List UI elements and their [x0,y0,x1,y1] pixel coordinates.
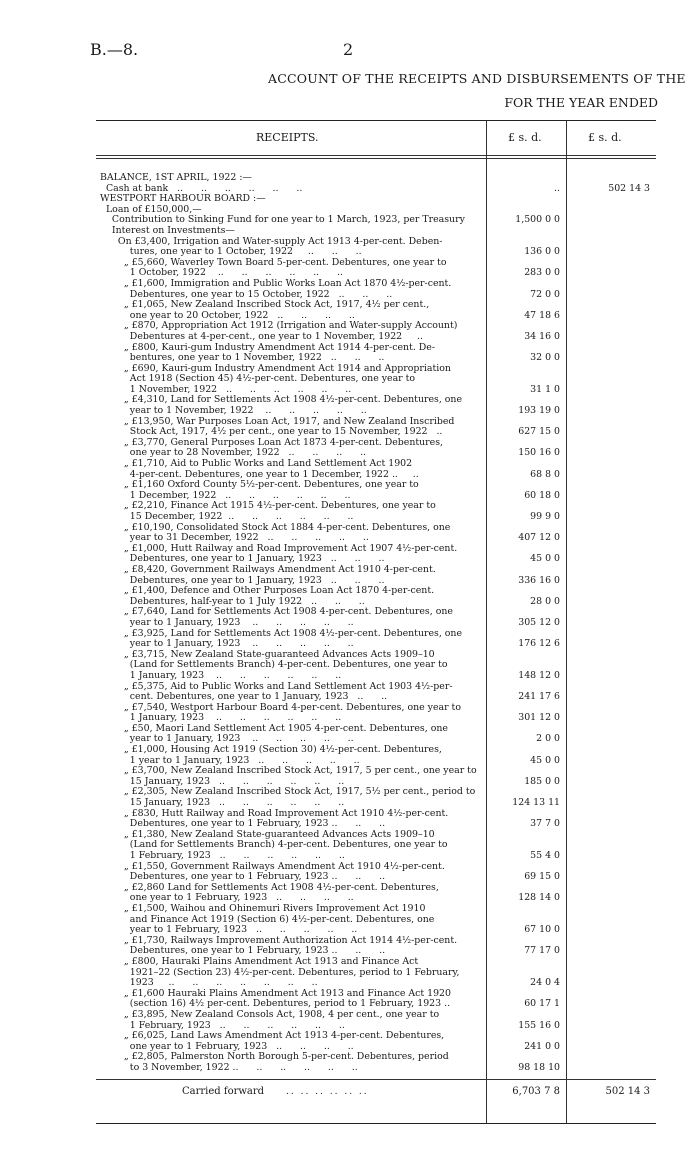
row-amount-1: 124 13 11 [512,797,560,809]
row-amount-2: 502 14 3 [608,182,650,194]
row-description: year to 1 January, 1923 .. .. .. .. .. [100,733,354,745]
row-amount-1: 45 0 0 [530,754,560,766]
table-row [96,512,656,523]
row-description: „ £1,000, Housing Act 1919 (Section 30) 4½-per-cent. Debentures, [100,744,442,756]
row-description: „ £800, Kauri-gum Industry Amendment Act 1914 4-per-cent. De- [100,341,436,353]
row-amount-1: 150 16 0 [518,447,560,459]
row-description: Act 1918 (Section 45) 4½-per-cent. Debentures, one year to [100,373,416,385]
table-row [96,1010,656,1021]
row-description: 1 February, 1923 .. .. .. .. .. .. [100,850,345,861]
row-description: „ £6,025, Land Laws Amendment Act 1913 4-per-cent. Debentures, [100,1030,445,1042]
row-amount-1: 60 17 1 [524,998,560,1010]
carried-forward-amount-2: 502 14 3 [605,1086,650,1097]
row-description: „ £1,730, Railways Improvement Authorization Act 1914 4½-per-cent. [100,934,458,946]
row-description: year to 1 January, 1923 .. .. .. .. .. [100,616,354,628]
row-amount-1: 155 16 0 [518,1019,560,1031]
row-description: „ £1,550, Government Railways Amendment Act 1910 4½-per-cent. [100,860,445,872]
row-description: „ £1,600 Hauraki Plains Amendment Act 1913 and Finance Act 1920 [100,987,451,999]
row-description: „ £870, Appropriation Act 1912 (Irrigation and Water-supply Account) [100,320,458,332]
carried-forward-label: Carried forward [182,1086,265,1097]
row-description: 15 January, 1923 .. .. .. .. .. .. [100,775,345,787]
row-description: (Land for Settlements Branch) 4-per-cent. Debentures, one year to [100,839,448,851]
row-description: „ £1,400, Defence and Other Purposes Loan Act 1870 4-per-cent. [100,585,435,597]
row-amount-1: 301 12 0 [518,712,560,724]
row-amount-1: 407 12 0 [518,532,560,544]
row-description: „ £2,305, New Zealand Inscribed Stock Act, 1917, 5½ per cent., period to [100,786,476,798]
row-amount-1: 98 18 10 [518,1061,560,1073]
row-description: 1923 .. .. .. .. .. .. .. [100,977,318,989]
row-amount-1: 2 0 0 [536,733,560,745]
row-description: „ £4,310, Land for Settlements Act 1908 4½-per-cent. Debentures, one [100,394,463,406]
row-amount-1: 193 19 0 [518,405,560,417]
table-row [96,279,656,290]
row-description: year to 1 November, 1922 .. .. .. .. .. [100,405,367,417]
amount-header-2: £ s. d. [588,131,622,144]
row-amount-1: 55 4 0 [530,850,560,861]
row-amount-1: 128 14 0 [518,892,560,904]
row-amount-1: 176 12 6 [518,638,560,650]
row-description: tures, one year to 1 October, 1922 .. .. .. [100,246,362,258]
row-description: „ £690, Kauri-gum Industry Amendment Act 1914 and Appropriation [100,362,451,374]
row-description: Interest on Investments— [100,224,235,236]
row-description: cent. Debentures, one year to 1 January, 1923 .. .. [100,691,388,703]
row-description: Debentures, half-year to 1 July 1922 .. .. .. [100,595,365,607]
row-amount-1: 241 17 6 [518,691,560,703]
row-description: one year to 28 November, 1922 .. .. .. .. [100,447,367,459]
carried-forward-dots: .. .. .. .. .. .. [286,1087,369,1097]
row-description: Debentures, one year to 15 October, 1922 .. .. .. [100,288,393,300]
row-description: „ £3,925, Land for Settlements Act 1908 4½-per-cent. Debentures, one [100,627,463,639]
row-amount-1: 136 0 0 [524,246,560,258]
row-description: 1 January, 1923 .. .. .. .. .. .. [100,669,342,681]
row-description: „ £50, Maori Land Settlement Act 1905 4-per-cent. Debentures, one [100,722,448,734]
row-description: year to 1 February, 1923 .. .. .. .. .. [100,924,358,936]
row-amount-1: 34 16 0 [524,330,560,342]
page-ref: B.—8. [90,40,139,59]
row-amount-1: 31 1 0 [530,383,560,395]
row-description: „ £1,380, New Zealand State-guaranteed Advances Acts 1909–10 [100,828,435,840]
table-row [96,618,656,629]
table-row [96,957,656,968]
row-description: „ £1,000, Hutt Railway and Road Improvement Act 1907 4½-per-cent. [100,542,458,554]
row-description: year to 1 January, 1923 .. .. .. .. .. [100,638,354,650]
header-rule-double [96,158,656,159]
row-description: (section 16) 4½ per-cent. Debentures, period to 1 February, 1923 .. [100,998,451,1010]
row-description: 15 January, 1923 .. .. .. .. .. .. [100,797,345,809]
row-amount-1: 148 12 0 [518,669,560,681]
table-row [96,332,656,343]
row-description: „ £7,640, Land for Settlements Act 1908 4-per-cent. Debentures, one [100,606,453,618]
row-description: „ £1,065, New Zealand Inscribed Stock Act, 1917, 4½ per cent., [100,299,430,311]
row-description: „ £3,715, New Zealand State-guaranteed Advances Acts 1909–10 [100,648,435,660]
table-row [96,851,656,862]
row-amount-1: 283 0 0 [524,267,560,279]
row-description: „ £2,210, Finance Act 1915 4½-per-cent. Debentures, one year to [100,500,436,512]
table-row [96,173,656,184]
row-description: 1 February, 1923 .. .. .. .. .. .. [100,1019,345,1031]
row-description: „ £5,660, Waverley Town Board 5-per-cent. Debentures, one year to [100,256,447,268]
carried-forward-amount-1: 6,703 7 8 [512,1086,560,1097]
row-description: 1 year to 1 January, 1923 .. .. .. .. .. [100,754,360,766]
row-description: „ £800, Hauraki Plains Amendment Act 1913 and Finance Act [100,955,419,967]
row-description: Debentures at 4-per-cent., one year to 1 November, 1922 .. [100,330,423,342]
row-description: 1 October, 1922 .. .. .. .. .. .. [100,267,343,279]
row-amount-1: 99 9 0 [530,511,560,522]
row-description: „ £1,500, Waihou and Ohinemuri Rivers Improvement Act 1910 [100,902,426,914]
row-description: Debentures, one year to 1 January, 1923 .. .. .. [100,574,385,586]
row-description: 1 November, 1922 .. .. .. .. .. .. [100,383,352,395]
row-amount-1: 241 0 0 [524,1040,560,1052]
table-row [96,226,656,237]
row-amount-1: 28 0 0 [530,595,560,607]
receipts-table [96,120,656,1124]
row-description: BALANCE, 1ST APRIL, 1922 :— [100,172,252,183]
row-description: (Land for Settlements Branch) 4-per-cent. Debentures, one year to [100,659,448,671]
row-amount-1: 37 7 0 [530,818,560,830]
account-subtitle: FOR THE YEAR ENDED [504,95,658,110]
row-description: „ £13,950, War Purposes Loan Act, 1917, and New Zealand Inscribed [100,415,455,427]
row-amount-1: 47 18 6 [524,309,560,321]
carried-rule [96,1079,656,1080]
row-description: „ £3,770, General Purposes Loan Act 1873 4-per-cent. Debentures, [100,436,443,448]
carried-forward-row [96,1085,656,1099]
row-amount-1: 69 15 0 [524,871,560,883]
row-description: Debentures, one year to 1 February, 1923 .. .. .. [100,945,386,957]
row-amount-1: 336 16 0 [518,574,560,586]
row-description: „ £830, Hutt Railway and Road Improvement Act 1910 4½-per-cent. [100,807,449,819]
row-description: WESTPORT HARBOUR BOARD :— [100,193,266,205]
row-description: „ £3,700, New Zealand Inscribed Stock Act, 1917, 5 per cent., one year to [100,765,477,777]
row-amount-1: 305 12 0 [518,616,560,628]
row-description: 15 December, 1922 .. .. .. .. .. .. [100,511,354,522]
row-description: 1921–22 (Section 23) 4½-per-cent. Debentures, period to 1 February, [100,966,460,978]
row-description: bentures, one year to 1 November, 1922 .. .. .. [100,352,385,364]
row-description: 4-per-cent. Debentures, one year to 1 December, 1922 .. .. [100,468,419,480]
amount-header-1: £ s. d. [508,131,542,144]
row-amount-1: 60 18 0 [524,489,560,501]
row-description: „ £7,540, Westport Harbour Board 4-per-cent. Debentures, one year to [100,701,461,713]
table-row [96,565,656,576]
row-description: On £3,400, Irrigation and Water-supply Act 1913 4-per-cent. Deben- [100,235,443,247]
row-description: „ £8,420, Government Railways Amendment Act 1910 4-per-cent. [100,563,436,575]
row-description: Stock Act, 1917, 4½ per cent., one year to 15 November, 1922 .. [100,426,443,438]
table-rows [96,173,656,1073]
row-amount-1: 68 8 0 [530,468,560,480]
row-amount-1: .. [554,182,560,194]
row-description: and Finance Act 1919 (Section 6) 4½-per-cent. Debentures, one [100,913,435,925]
row-description: „ £10,190, Consolidated Stock Act 1884 4-per-cent. Debentures, one [100,521,451,533]
receipts-header: RECEIPTS. [256,131,319,144]
row-amount-1: 32 0 0 [530,352,560,364]
row-description: Debentures, one year to 1 January, 1923 .. .. .. [100,553,385,565]
row-description: Contribution to Sinking Fund for one year to 1 March, 1923, per Treasury [100,214,465,226]
row-description: Cash at bank .. .. .. .. .. .. [100,182,303,194]
row-description: „ £2,805, Palmerston North Borough 5-per-cent. Debentures, period [100,1051,449,1063]
row-amount-1: 67 10 0 [524,924,560,936]
row-amount-1: 627 15 0 [518,426,560,438]
row-description: „ £2,860 Land for Settlements Act 1908 4½-per-cent. Debentures, [100,881,439,893]
row-amount-1: 72 0 0 [530,288,560,300]
row-description: one year to 1 February, 1923 .. .. .. .. [100,1040,354,1052]
row-description: Debentures, one year to 1 February, 1923 .. .. .. [100,818,386,830]
row-description: 1 January, 1923 .. .. .. .. .. .. [100,712,342,724]
page-number: 2 [343,40,354,59]
row-description: one year to 20 October, 1922 .. .. .. .. [100,309,355,321]
row-description: „ £3,895, New Zealand Consols Act, 1908, 4 per cent., one year to [100,1008,440,1020]
row-description: „ £1,710, Aid to Public Works and Land Settlement Act 1902 [100,458,413,470]
row-amount-1: 1,500 0 0 [515,214,560,226]
row-description: one year to 1 February, 1923 .. .. .. .. [100,892,354,904]
row-description: 1 December, 1922 .. .. .. .. .. .. [100,489,351,501]
row-description: to 3 November, 1922 .. .. .. .. .. .. [100,1061,358,1073]
table-row [96,904,656,915]
account-title: ACCOUNT OF THE RECEIPTS AND DISBURSEMENTS OF THE [268,71,686,86]
row-description: Loan of £150,000,— [100,203,202,215]
row-amount-1: 45 0 0 [530,553,560,565]
row-description: year to 31 December, 1922 .. .. .. .. .. [100,532,369,544]
row-description: „ £1,600, Immigration and Public Works Loan Act 1870 4½-per-cent. [100,277,452,289]
row-amount-1: 77 17 0 [524,945,560,957]
row-description: Debentures, one year to 1 February, 1923 .. .. .. [100,871,386,883]
row-description: „ £5,375, Aid to Public Works and Land Settlement Act 1903 4½-per- [100,680,453,692]
row-amount-1: 185 0 0 [524,775,560,787]
row-description: „ £1,160 Oxford County 5½-per-cent. Debentures, one year to [100,479,419,491]
row-amount-1: 24 0 4 [530,977,560,989]
header-rule [96,155,656,156]
table-row [96,671,656,682]
table-row [96,1063,656,1074]
